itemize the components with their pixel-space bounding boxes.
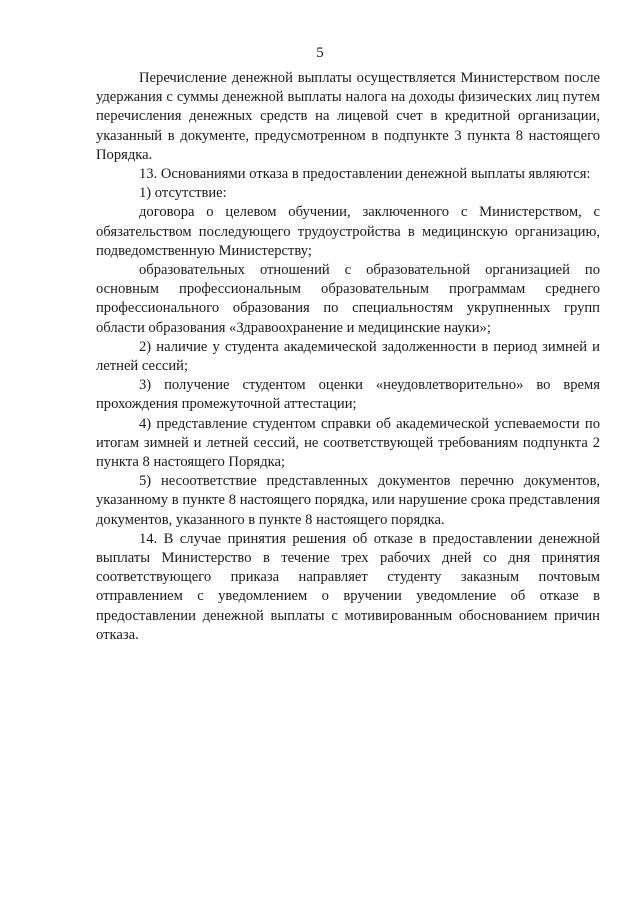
- document-body: [96, 69, 600, 645]
- paragraph-14-refusal-notice: 14. В случае принятия решения об отказе в предоставлении денежной выплаты Министерство в течение трех рабочих дней со дня принятия соответствующего приказа направляет студенту заказным почтовым отправлением с уведомлением о вручении уведомление об отказе в предоставлении денежной выплаты с мотивированным обоснованием причин отказа.: [96, 530, 600, 643]
- paragraph-13-item-1-contract: договора о целевом обучении, заключенного с Министерством, с обязательством последующего трудоустройства в медицинскую организацию, подведомственную Министерству;: [96, 204, 600, 259]
- paragraph-13-item-1: 1) отсутствие:: [139, 185, 227, 202]
- paragraph-13-item-4: 4) представление студентом справки об академической успеваемости по итогам зимней и летней сессий, не соответствующей требованиям подпункта 2 пункта 8 настоящего Порядка;: [96, 415, 600, 471]
- paragraph-13-item-1-education: образовательных отношений с образовательной организацией по основным профессиональным образовательным программам среднего профессионального образования по специальностям укрупненных групп области образования «Здравоохранение и медицинские науки»;: [96, 262, 600, 336]
- paragraph-payment-transfer: Перечисление денежной выплаты осуществляется Министерством после удержания с суммы денежной выплаты налога на доходы физических лиц путем перечисления денежных средств на лицевой счет в кредитной организации, указанный в документе, предусмотренном в подпункте 3 пункта 8 настоящего Порядка.: [96, 70, 600, 163]
- page-number: 5: [316, 45, 324, 61]
- paragraph-13-item-5: 5) несоответствие представленных документов перечню документов, указанному в пункте 8 настоящего порядка, или нарушение срока представления документов, указанного в пункте 8 настоящего порядка.: [96, 473, 600, 528]
- paragraph-13-refusal-grounds: 13. Основаниями отказа в предоставлении денежной выплаты являются:: [139, 166, 591, 183]
- paragraph-13-item-2: 2) наличие у студента академической задолженности в период зимней и летней сессий;: [96, 338, 600, 375]
- paragraph-13-item-3: 3) получение студентом оценки «неудовлетворительно» во время прохождения промежуточной аттестации;: [96, 377, 600, 413]
